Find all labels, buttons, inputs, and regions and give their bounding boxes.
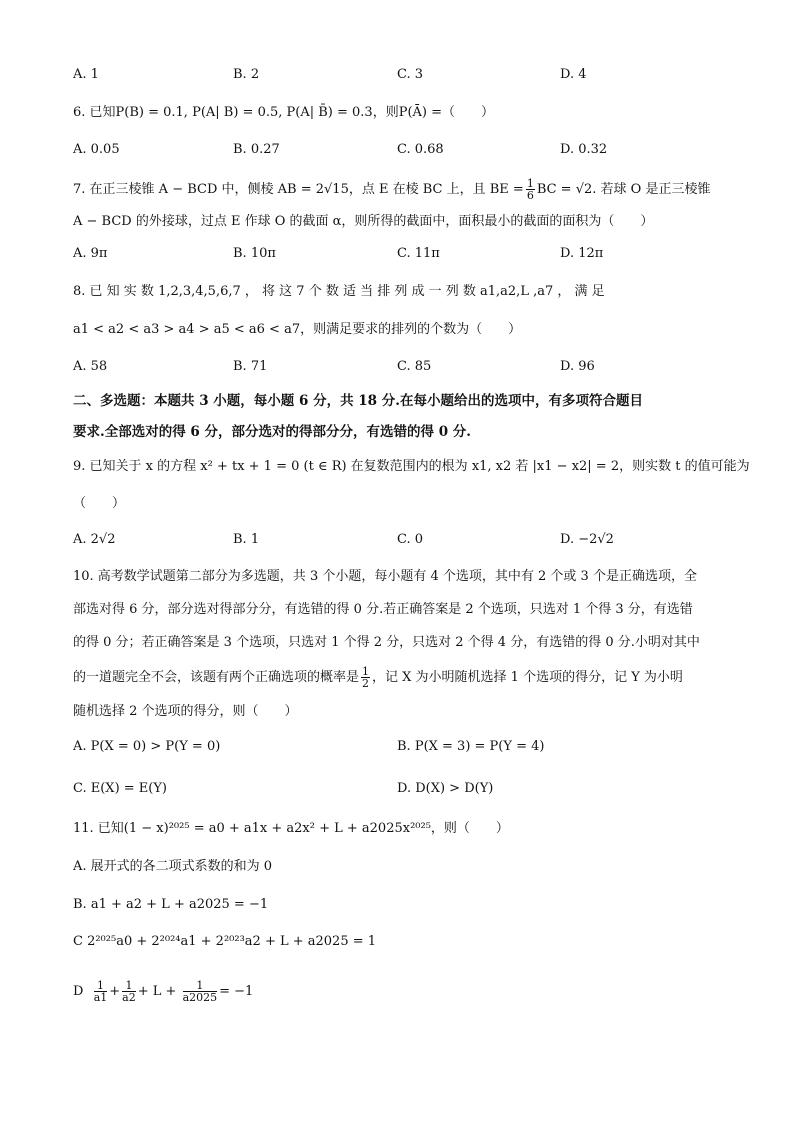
q9-line-2: （ ） [73, 496, 126, 511]
q10-line-3: 的得 0 分；若正确答案是 3 个选项，只选对 1 个得 2 分，只选对 2 个得 4 分，有选错的得 0 分.小明对其中 [73, 635, 700, 650]
q9-option-a: A. 2√2 [73, 532, 116, 547]
q10-frac-den: 2 [362, 677, 370, 690]
q11-option-b: B. a1 + a2 + L + a2025 = −1 [73, 897, 269, 912]
q10-frac-num: 1 [362, 665, 370, 678]
q6-stem: 6. 已知P(B) = 0.1, P(A| B) = 0.5, P(A| B̄) = 0.3，则P(Ā) =（ ） [73, 105, 494, 120]
q5-option-a: A. 1 [73, 67, 99, 82]
q7-frac-den: 6 [526, 189, 534, 202]
q7-line-1 [73, 178, 710, 201]
q11-d-frac-2 [122, 980, 136, 1003]
section-2-heading-line-2: 要求.全部选对的得 6 分，部分选对的得部分分，有选错的得 0 分. [73, 424, 471, 440]
q9-line-1: 9. 已知关于 x 的方程 x² + tx + 1 = 0 (t ∈ R) 在复数范围内的根为 x1, x2 若 |x1 − x2| = 2，则实数 t 的值可能为 [73, 459, 750, 474]
q7-option-a: A. 9π [73, 246, 108, 261]
q11-d-frac-1-num: 1 [94, 980, 108, 992]
q7-line-2: A − BCD 的外接球，过点 E 作球 O 的截面 α，则所得的截面中，面积最小的截面的面积为（ ） [73, 214, 654, 229]
q10-option-c: C. E(X) = E(Y) [73, 781, 168, 796]
q10-option-a: A. P(X = 0) > P(Y = 0) [73, 739, 221, 754]
q11-d-frac-3-num: 1 [183, 980, 218, 992]
q9-option-b: B. 1 [233, 532, 260, 547]
q11-option-d: D $\frac{1}{a1}$ + $\frac{1}{a2}$ + L + $\frac{1}{a2025}$ = −1 [73, 979, 254, 1004]
q11-d-frac-3-den: a2025 [182, 991, 218, 1004]
q7-line-1-a: 7. 在正三棱锥 A − BCD 中，侧棱 AB = 2√15，点 E 在棱 BC 上，且 BE = [73, 182, 524, 197]
q10-line-4-a: 的一道题完全不会，该题有两个正确选项的概率是 [73, 670, 360, 685]
section-2-heading-line-1: 二、多选题：本题共 3 小题，每小题 6 分，共 18 分.在每小题给出的选项中，有多项符合题目 [73, 393, 643, 409]
q11-option-a: A. 展开式的各二项式系数的和为 0 [73, 859, 273, 874]
q11-d-frac-1-den: a1 [93, 991, 108, 1004]
q10-line-4-b: ，记 X 为小明随机选择 1 个选项的得分，记 Y 为小明 [372, 670, 683, 685]
q11-d-frac-1 [94, 980, 108, 1003]
q7-option-d: D. 12π [560, 246, 604, 261]
q7-option-b: B. 10π [233, 246, 276, 261]
q8-option-d: D. 96 [560, 359, 595, 374]
q7-option-c: C. 11π [397, 246, 440, 261]
q9-option-d: D. −2√2 [560, 532, 614, 547]
q5-option-b: B. 2 [233, 67, 260, 82]
q11-d-frac-2-den: a2 [122, 991, 136, 1004]
q11-option-c: C 2²⁰²⁵a0 + 2²⁰²⁴a1 + 2²⁰²³a2 + L + a2025 = 1 [73, 934, 377, 949]
q5-option-d: D. 4 [560, 67, 587, 82]
q7-line-1-b: BC = √2. 若球 O 是正三棱锥 [536, 182, 711, 197]
q11-option-d-label: D [73, 984, 84, 999]
q7-fraction [526, 178, 535, 201]
q9-option-c: C. 0 [397, 532, 424, 547]
q8-line-1: 8. 已 知 实 数 1,2,3,4,5,6,7 ， 将 这 7 个 数 适 当 排 列 成 一 列 数 a1,a2,L ,a7 ， 满 足 [73, 284, 605, 299]
q11-stem: 11. 已知(1 − x)²⁰²⁵ = a0 + a1x + a2x² + L + a2025x²⁰²⁵，则（ ） [73, 821, 509, 836]
q8-option-a: A. 58 [73, 359, 108, 374]
q5-option-c: C. 3 [397, 67, 424, 82]
q10-fraction [361, 666, 370, 689]
q10-line-2: 部选对得 6 分，部分选对得部分分，有选错的得 0 分.若正确答案是 2 个选项，只选对 1 个得 3 分，有选错 [73, 602, 693, 617]
q6-option-b: B. 0.27 [233, 142, 280, 157]
q10-option-b: B. P(X = 3) = P(Y = 4) [397, 739, 545, 754]
q11-d-frac-3 [183, 980, 218, 1003]
q10-option-d: D. D(X) > D(Y) [397, 781, 494, 796]
q6-option-a: A. 0.05 [73, 142, 120, 157]
q10-line-5: 随机选择 2 个选项的得分，则（ ） [73, 704, 298, 719]
q6-option-d: D. 0.32 [560, 142, 608, 157]
q8-option-c: C. 85 [397, 359, 432, 374]
q7-frac-num: 1 [526, 177, 534, 190]
q11-d-frac-2-num: 1 [122, 980, 136, 992]
q10-line-4 [73, 666, 683, 689]
q11-d-mid: + L + [137, 984, 177, 999]
q6-option-c: C. 0.68 [397, 142, 444, 157]
q10-line-1: 10. 高考数学试题第二部分为多选题，共 3 个小题，每小题有 4 个选项，其中有 2 个或 3 个是正确选项，全 [73, 569, 697, 584]
q8-option-b: B. 71 [233, 359, 268, 374]
q11-d-tail: = −1 [219, 984, 254, 999]
q8-line-2: a1 < a2 < a3 > a4 > a5 < a6 < a7，则满足要求的排列的个数为（ ） [73, 322, 522, 337]
